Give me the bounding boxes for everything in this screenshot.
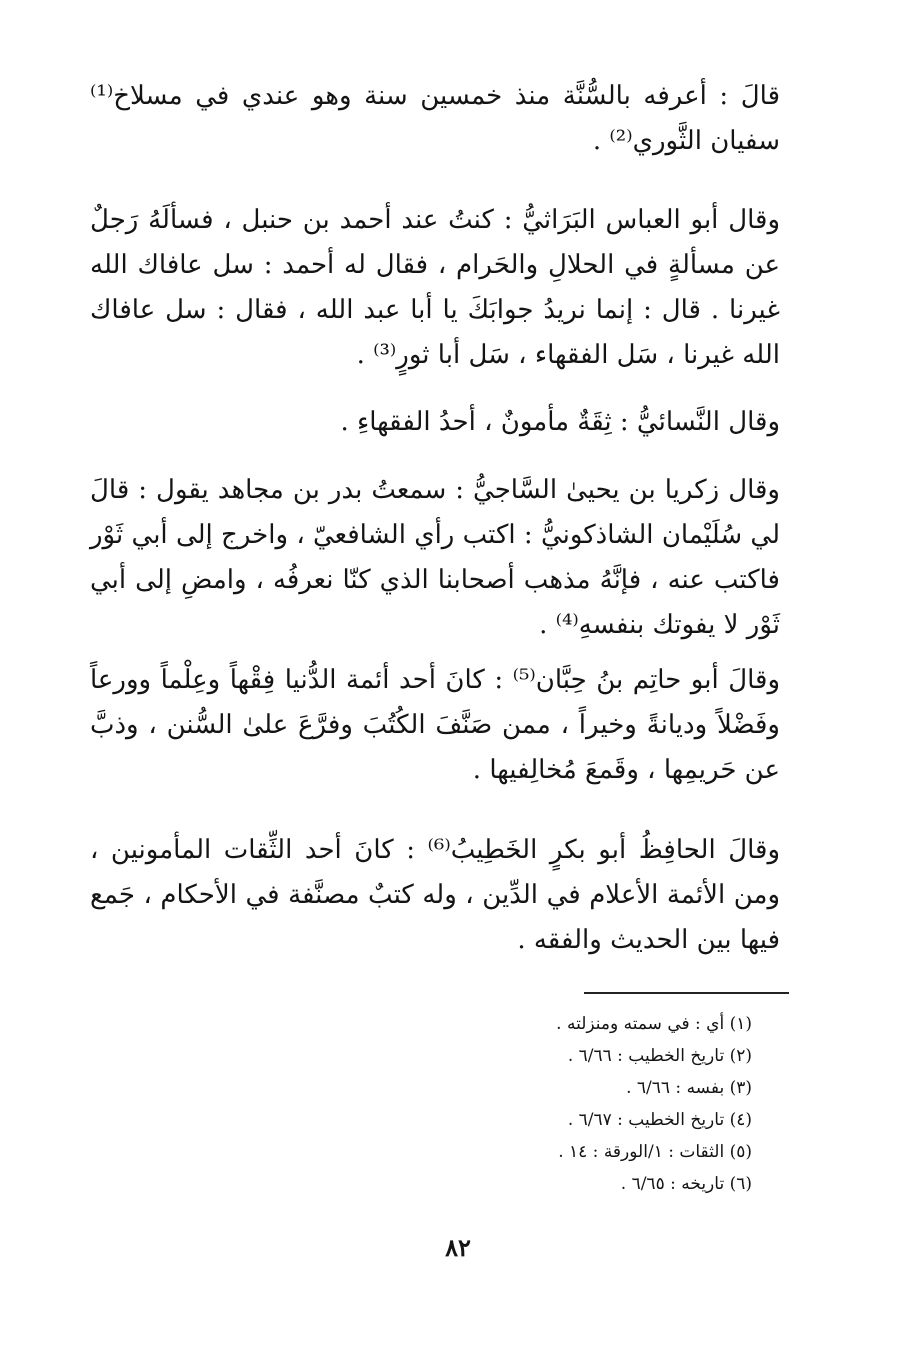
paragraph-text: وقالَ أبو حاتِم بنُ حِبَّان⁽⁵⁾ : كانَ أحد أئمة الدُّنيا فِقْهاً وعِلْماً وورعاً وفَضْلاً وديانةً وخيراً ، ممن صَنَّفَ الكُتُبَ وفرَّعَ علىٰ السُّنن ، وذبَّ عن حَريمِها ، وقَمعَ مُخالِفيها . xyxy=(90,665,780,785)
footnote-item: (٥) الثقات : ١/الورقة : ١٤ . xyxy=(558,1142,752,1162)
page-number: ٨٢ xyxy=(445,1233,471,1262)
paragraph-text: قالَ : أعرفه بالسُّنَّة منذ خمسين سنة وهو عندي في مسلاخ⁽¹⁾ سفيان الثَّوري⁽²⁾ . xyxy=(90,81,780,156)
paragraph-text: وقال أبو العباس البَرَاثيُّ : كنتُ عند أحمد بن حنبل ، فسألَهُ رَجلٌ عن مسألةٍ في الحلالِ والحَرام ، فقال له أحمد : سل عافاك الله غيرنا . قال : إنما نريدُ جوابَكَ يا أبا عبد الله ، فقال : سل عافاك الله غيرنا ، سَل الفقهاء ، سَل أبا ثورٍ⁽³⁾ . xyxy=(90,205,780,370)
footnote-item: (٢) تاريخ الخطيب : ٦/٦٦ . xyxy=(567,1046,752,1066)
paragraph-text: وقال النَّسائيُّ : ثِقَةٌ مأمونٌ ، أحدُ الفقهاءِ . xyxy=(340,407,780,437)
body-paragraph xyxy=(90,74,780,164)
footnote-item: (٦) تاريخه : ٦/٦٥ . xyxy=(620,1174,752,1194)
footnotes-list xyxy=(440,1008,752,1200)
footnote-item: (١) أي : في سمته ومنزلته . xyxy=(556,1014,752,1034)
footnote-separator xyxy=(584,992,789,994)
body-paragraph xyxy=(90,198,780,378)
body-paragraph xyxy=(90,658,780,793)
body-paragraph xyxy=(90,468,780,648)
body-paragraph xyxy=(90,400,780,445)
paragraph-text: وقالَ الحافِظُ أبو بكرٍ الخَطِيبُ⁽⁶⁾ : كانَ أحد الثِّقات المأمونين ، ومن الأئمة الأعلام في الدِّين ، وله كتبٌ مصنَّفة في الأحكام ، جَمع فيها بين الحديث والفقه . xyxy=(90,835,780,955)
footnote-item: (٣) بفسه : ٦/٦٦ . xyxy=(626,1078,752,1098)
body-paragraph xyxy=(90,828,780,963)
paragraph-text: وقال زكريا بن يحيىٰ السَّاجيُّ : سمعتُ بدر بن مجاهد يقول : قالَ لي سُلَيْمان الشاذكونيُّ : اكتب رأي الشافعيّ ، واخرج إلى أبي ثَوْر فاكتب عنه ، فإنَّهُ مذهب أصحابنا الذي كنّا نعرفُه ، وامضِ إلى أبي ثَوْر لا يفوتك بنفسهِ⁽⁴⁾ . xyxy=(90,475,780,640)
footnote-item: (٤) تاريخ الخطيب : ٦/٦٧ . xyxy=(567,1110,752,1130)
